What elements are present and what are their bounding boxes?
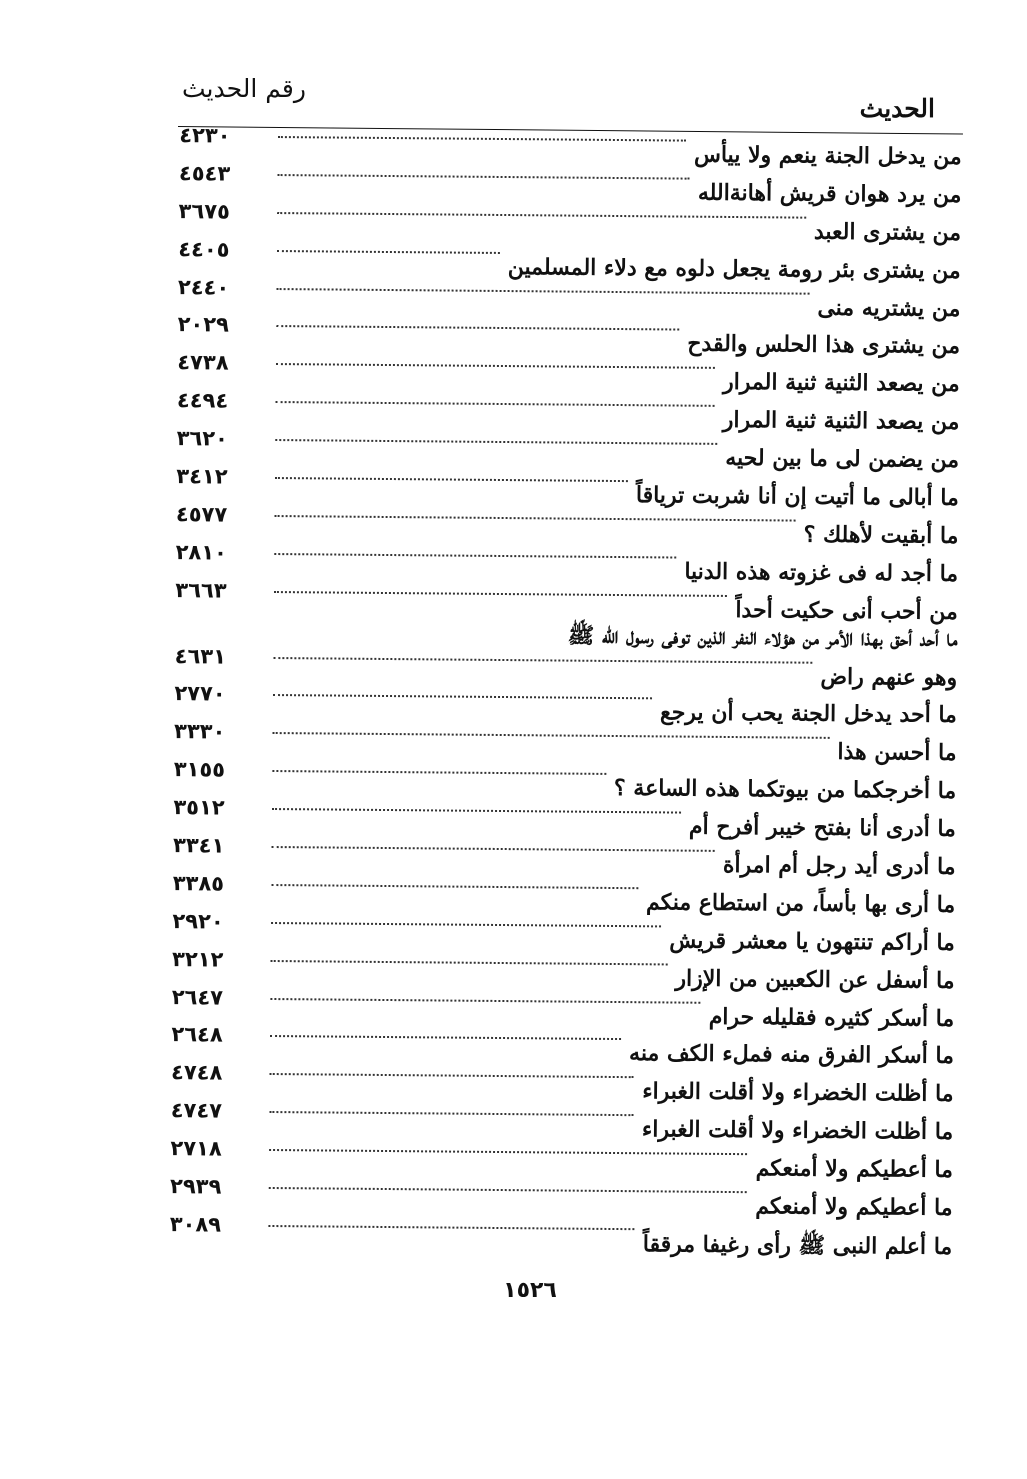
leader-dots (275, 515, 796, 522)
leader-dots (269, 1111, 633, 1116)
hadith-text: من يشترى هذا الحلس والقدح (687, 331, 961, 360)
leader-dots (277, 250, 500, 254)
hadith-number: ٢٩٣٩ (170, 1174, 222, 1199)
hadith-number: ٤٧٤٧ (170, 1098, 223, 1123)
leader-dots (273, 732, 830, 739)
hadith-text: ما أدرى أيد رجل أم امرأة (722, 851, 956, 881)
leader-dots (273, 694, 652, 699)
hadith-text: من يشتريه منى (817, 294, 961, 322)
hadith-column-title: الحديث (859, 94, 935, 123)
hadith-text: من أحب أنى حكيت أحداً (735, 596, 958, 625)
leader-dots (275, 439, 717, 445)
hadith-number: ٢٦٤٧ (171, 984, 224, 1010)
hadith-text: ما أسفل عن الكعبين من الإزار (675, 965, 955, 994)
hadith-number: ٣٤١٢ (176, 464, 228, 489)
leader-dots (268, 1225, 634, 1230)
hadith-text: من يرد هوان قريش أهانةالله (697, 179, 962, 208)
hadith-text: ما أخرجكما من بيوتكما هذه الساعة ؟ (613, 775, 957, 805)
hadith-number: ٢٤٤٠ (177, 274, 230, 300)
hadith-number: ٤٤٩٤ (176, 388, 229, 413)
hadith-text: من يصعد الثنية ثنية المرار (722, 407, 960, 436)
hadith-number: ٣٦٧٥ (178, 198, 231, 224)
leader-dots (278, 136, 686, 142)
hadith-number: ٤٧٤٨ (170, 1060, 223, 1085)
hadith-number: ٢٠٢٩ (177, 312, 230, 338)
leader-dots (277, 212, 806, 219)
number-column-title: رقم الحديث (182, 74, 306, 103)
hadith-number: ٢٧٧٠ (174, 681, 226, 707)
hadith-number: ٤٥٤٣ (178, 161, 231, 186)
page-number: ١٥٢٦ (503, 1278, 557, 1303)
leader-dots (270, 1073, 634, 1078)
hadith-number: ٢٧١٨ (170, 1136, 222, 1161)
leader-dots (274, 591, 727, 597)
hadith-number: ٣٣٣٠ (173, 719, 226, 744)
hadith-number: ٣٦٦٣ (175, 577, 227, 603)
hadith-number: ٣١٥٥ (173, 757, 226, 782)
leader-dots (271, 922, 661, 927)
hadith-text: من يشترى العبد (813, 218, 962, 246)
hadith-text: ما أبالى ما أتيت إن أنا شربت ترياقاً (635, 482, 959, 512)
hadith-text: ما أحد أحق بهذا الأمر من هؤلاء النفر الذين توفى رسول الله ﷺ (567, 622, 958, 652)
hadith-text: ما أعطيكم ولا أمنعكم (755, 1155, 954, 1184)
leader-dots (269, 1149, 747, 1155)
hadith-text: ما أحسن هذا (837, 739, 957, 767)
hadith-number: ٣٠٨٩ (169, 1212, 222, 1237)
leader-dots (277, 288, 810, 295)
leader-dots (272, 808, 681, 814)
hadith-text: ما أظلت الخضراء ولا أقلت الغبراء (642, 1078, 954, 1108)
hadith-number: ٣٥١٢ (173, 795, 225, 820)
leader-dots (276, 401, 715, 407)
hadith-number: ٤٦٣١ (174, 643, 227, 669)
hadith-index-list (140, 123, 962, 1260)
leader-dots (278, 174, 690, 180)
hadith-text: ما أعطيكم ولا أمنعكم (755, 1193, 953, 1222)
leader-dots (271, 884, 638, 889)
hadith-text: وهو عنهم راض (820, 663, 958, 691)
leader-dots (273, 657, 812, 664)
hadith-text: ما أظلت الخضراء ولا أقلت الغبراء (641, 1116, 954, 1146)
leader-dots (276, 325, 679, 331)
hadith-text: ما أبقيت لأهلك ؟ (803, 521, 959, 549)
hadith-text: من يدخل الجنة ينعم ولا ييأس (693, 141, 962, 170)
hadith-number: ٢٩٢٠ (172, 908, 224, 934)
hadith-number (146, 615, 256, 616)
hadith-number: ٤٤٠٥ (178, 236, 230, 262)
leader-dots (275, 477, 628, 482)
hadith-text: ما أسكر الفرق منه فملء الكف منه (628, 1040, 955, 1070)
index-entry (140, 1212, 953, 1260)
leader-dots (272, 846, 715, 852)
leader-dots (270, 1035, 621, 1040)
leader-dots (276, 363, 715, 369)
hadith-number: ٣٢١٢ (171, 946, 224, 972)
hadith-text: ما أحد يدخل الجنة يحب أن يرجع (659, 699, 958, 729)
hadith-text: ما أدرى أنا بفتح خيبر أفرح أم (688, 813, 957, 843)
hadith-number: ٤٥٧٧ (175, 502, 228, 527)
hadith-number: ٤٧٣٨ (177, 350, 229, 375)
hadith-text: ما أراكم تنتهون يا معشر قريش (669, 927, 956, 956)
hadith-number: ٢٨١٠ (175, 539, 228, 565)
leader-dots (270, 998, 700, 1004)
hadith-text: ما أسكر كثيره فقليله حرام (708, 1003, 955, 1032)
hadith-text: ما أجد له فى غزوته هذه الدنيا (684, 558, 959, 587)
leader-dots (274, 553, 676, 559)
hadith-text: من يشترى بئر رومة يجعل دلوه مع دلاء المسلمين (507, 253, 961, 284)
hadith-number: ٣٣٤١ (172, 833, 225, 858)
leader-dots (271, 960, 668, 965)
leader-dots (272, 770, 606, 775)
hadith-text: من يضمن لى ما بين لحيه (725, 445, 960, 474)
hadith-number: ٣٣٨٥ (172, 871, 225, 896)
hadith-number: ٢٦٤٨ (171, 1022, 223, 1048)
hadith-text: من يصعد الثنية ثنية المرار (723, 369, 960, 398)
hadith-text: ما أعلم النبى ﷺ رأى رغيفا مرققاً (642, 1231, 953, 1260)
leader-dots (269, 1187, 747, 1193)
hadith-number: ٣٦٢٠ (176, 426, 229, 451)
hadith-number: ٤٢٣٠ (179, 123, 231, 148)
hadith-text: ما أرى بها بأساً، من استطاع منكم (645, 889, 956, 918)
